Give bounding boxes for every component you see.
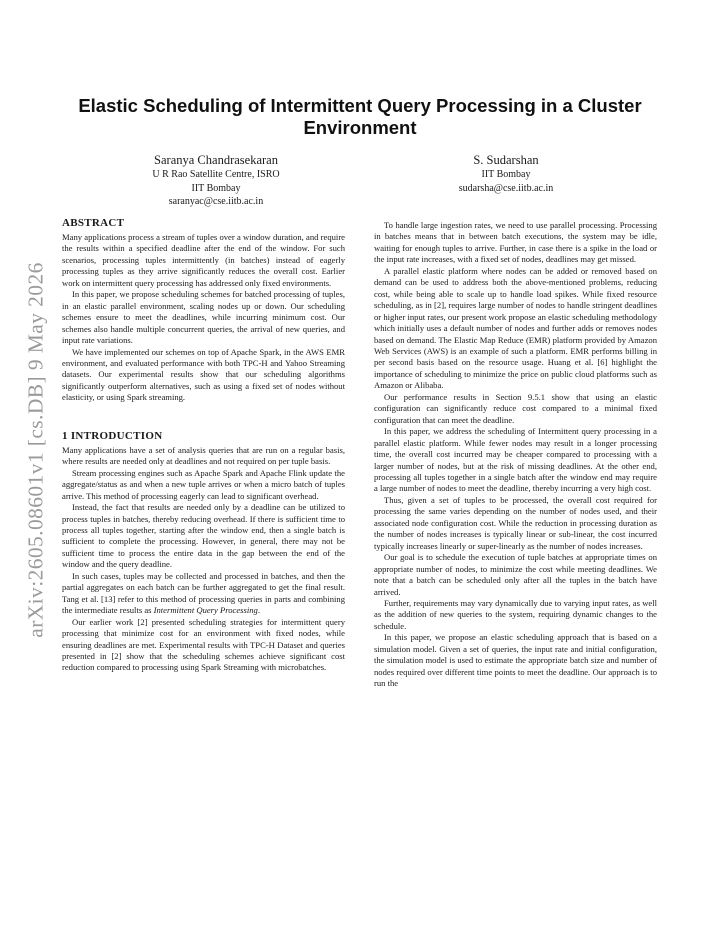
arxiv-id-text: arXiv:2605.08601v1 [cs.DB] 9 May 2026	[23, 262, 48, 638]
intro-text: In such cases, tuples may be collected and processed in batches, and then the partial aggregates on each batch can be further aggregated to get the final result. Tang et al. [13] refer to this method of processing queries in parts and combining the intermediate results as	[62, 570, 345, 616]
intro-paragraph: Stream processing engines such as Apache Spark and Apache Flink update the aggregate/status as and when a new tuple arrives or when a micro batch of tuples arrive. This method of processing eagerly can lead to significant overhead.	[62, 467, 345, 501]
author-block-2	[356, 152, 656, 195]
intro-emphasis: Intermittent Query Processing	[153, 605, 258, 616]
body-paragraph: Our performance results in Section 9.5.1 show that using an elastic configuration can significantly reduce cost compared to a minimal fixed configuration that can meet the deadline.	[374, 391, 657, 425]
left-column	[62, 216, 345, 674]
right-column	[374, 220, 657, 690]
abstract-paragraph: In this paper, we propose scheduling schemes for batched processing of tuples, in an elastic parallel environment, scaling nodes up or down. Our scheduling schemes ensure to meet the deadlines, while incurring minimum cost. Our schemes also handle multiple concurrent queries, the arrival of new queries, and input rate variations.	[62, 289, 345, 346]
arxiv-watermark	[22, 255, 50, 645]
author-name: S. Sudarshan	[473, 153, 539, 167]
author-affiliation: IIT Bombay	[191, 182, 241, 194]
author-affiliation: U R Rao Satellite Centre, ISRO	[152, 169, 280, 180]
author-email: saranyac@cse.iitb.ac.in	[168, 196, 264, 207]
author-block-1	[66, 152, 366, 209]
body-paragraph: Our goal is to schedule the execution of tuple batches at appropriate times on appropriate number of nodes, to minimize the cost while meeting deadlines. We note that a batch can be scheduled only after all the tuples in the batch have arrived.	[374, 552, 657, 597]
body-paragraph: Thus, given a set of tuples to be processed, the overall cost required for processing the same varies depending on the number of nodes used, and their associated node configuration cost. While the reduction in processing duration as the number of nodes increases is typically linear or sub-linear, the cost incurred typically increases linearly or super-linearly as the number of nodes increases.	[374, 494, 657, 551]
author-affiliation: IIT Bombay	[481, 169, 531, 180]
body-paragraph: Further, requirements may vary dynamically due to varying input rates, as well as the addition of new queries to the system, requiring dynamic changes to the schedule.	[374, 597, 657, 631]
intro-paragraph: Many applications have a set of analysis queries that are run on a regular basis, where results are needed only at deadlines and not required on per tuple basis.	[62, 444, 345, 467]
body-paragraph: In this paper, we propose an elastic scheduling approach that is based on a simulation model. Given a set of queries, the input rate and initial configuration, the simulation model is used to estimate the appropriate batch size and number of nodes required over different time points to meet the deadline. Our approach is to run the	[374, 632, 657, 689]
body-paragraph: To handle large ingestion rates, we need to use parallel processing. Processing in batches means that in between batch executions, the system may be idle, waiting for enough tuples to arrive. Further, in case there is a spike in the load or the input rate increases, with a fixed set of nodes, deadlines may get missed.	[374, 220, 657, 265]
author-email: sudarsha@cse.iitb.ac.in	[458, 182, 554, 194]
intro-paragraph: Instead, the fact that results are needed only by a deadline can be utilized to process tuples in batches, thereby reducing overhead. If there is sufficient time to process all tuples together, starting after the window end, then a single batch is sufficient to complete the processing. However, in general, there may not be sufficient time to process the entire data in the gap between the end of the window and the query deadline.	[62, 502, 345, 570]
intro-text: .	[257, 605, 261, 616]
intro-paragraph: Our earlier work [2] presented scheduling strategies for intermittent query processing that minimize cost for an environment with fixed nodes, while ensuring deadlines are met. Experimental results with TPC-H Dataset and queries presented in [2] show that the scheduling schemes achieve significant cost reduction compared to processing using Spark Streaming with microbatches.	[62, 616, 345, 673]
body-paragraph: A parallel elastic platform where nodes can be added or removed based on demand can be used to address both the above-mentioned problems, reducing cost, while being able to scale up to handle load spikes. While fixed resource scheduling, as in [2], requires large number of nodes to handle stringent deadlines or higher input rates, our present work propose an elastic scheduling methodology which initially uses a default number of nodes and further adds or removes nodes based on demand. The Elastic Map Reduce (EMR) platform provided by Amazon Web Services (AWS) is an example of such a platform. EMR performs billing in per second basis based on the resource usage. Huang et al. [6] highlight the importance of scheduling to minimize the price on public cloud platforms such as Amazon or Alibaba.	[374, 265, 657, 391]
intro-paragraph	[62, 571, 345, 617]
introduction-heading: 1 INTRODUCTION	[62, 429, 163, 442]
abstract-paragraph: We have implemented our schemes on top of Apache Spark, in the AWS EMR environment, and evaluated performance with both TPC-H and Yahoo Streaming datasets. Our experimental results show that our scheduling algorithms significantly outperform alternatives, such as using a fixed set of nodes without elasticity, or using Spark streaming.	[62, 346, 345, 403]
abstract-heading: ABSTRACT	[62, 217, 125, 229]
author-name: Saranya Chandrasekaran	[154, 153, 278, 167]
paper-title: Elastic Scheduling of Intermittent Query Processing in a Cluster Environment	[78, 95, 642, 138]
abstract-paragraph: Many applications process a stream of tuples over a window duration, and require the results within a specified deadline after the end of the window. For such scenarios, processing tuples intermittently (in batches) instead of eagerly processing tuples as they arrive significantly reduces the overall cost. Earlier work on intermittent query processing has addressed only fixed environments.	[62, 232, 345, 288]
body-paragraph: In this paper, we address the scheduling of Intermittent query processing in a parallel elastic platform. While fewer nodes may result in a longer processing time, the overall cost incurred may be cheaper compared to processing with a larger number of nodes, but at the risk of missing deadlines. At the other end, processing all tuples together in a single batch after the window end may require a large number of nodes to meet the deadline, thereby incurring a very high cost.	[374, 426, 657, 494]
